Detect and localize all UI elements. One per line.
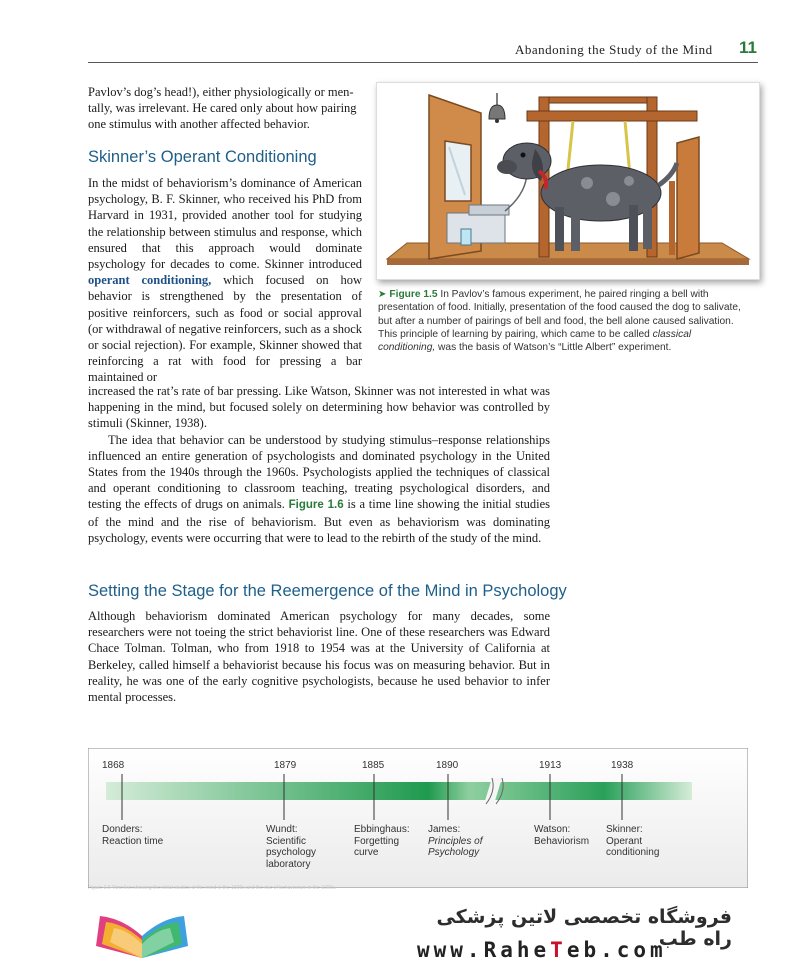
- figure-1-5-label: Figure 1.5: [389, 289, 438, 300]
- event-line: Watson:: [534, 824, 571, 835]
- body-text: Although behaviorism dominated American psychology for many decades, some researchers were not toeing the strict behaviorist line. One of these researchers was Edward Chace Tolman. Tolman, who from 1918 to 1954 was at the University of California at Berkeley, called himself a behaviorist because his focus was on measuring behavior. But in reality, he was one of the early cognitive psychologists, because he used behavior to infer mental processes.: [88, 609, 550, 705]
- intro-paragraph: [88, 84, 362, 133]
- timeline-year: 1868: [102, 760, 125, 771]
- open-book-logo-icon: [92, 906, 192, 966]
- event-line: Behaviorism: [534, 835, 590, 847]
- shop-name: فروشگاه تخصصی لاتین پزشکی راه طب: [436, 906, 732, 950]
- pavlov-dog-experiment-image: [377, 83, 759, 279]
- event-line: conditioning: [606, 847, 660, 858]
- figure-1-6-caption-cut: Figure 1.6 Time line showing the initial studies of the mind in the 1800s and the rise of behaviorism in the 1900s.: [88, 885, 337, 891]
- event-line: Operant: [606, 835, 643, 847]
- figure-1-5-caption: [378, 288, 742, 354]
- figure-1-6-link[interactable]: Figure 1.6: [288, 499, 344, 512]
- timeline-year: 1879: [274, 760, 297, 771]
- url-part: T: [550, 938, 567, 962]
- url-part: www.Rahe: [417, 938, 551, 962]
- timeline-year: 1885: [362, 760, 385, 771]
- intro-line: one stimulus with another affected behavior.: [88, 117, 310, 132]
- timeline-event-ebbinghaus: [354, 824, 410, 859]
- event-line: Principles of: [428, 835, 483, 847]
- timeline-event-donders: [102, 824, 163, 847]
- timeline-year: 1913: [539, 760, 562, 771]
- header-rule: [88, 62, 758, 63]
- body-text: is a time line showing the initial studies of the mind and the rise of behaviorism. But even as behaviorism was dominating psychology, events were occurring that were to lead to the rebirth of the study of the mind.: [88, 497, 550, 545]
- event-line: Wundt:: [266, 824, 298, 835]
- url-part: eb.com: [566, 938, 667, 962]
- key-term-operant-conditioning: operant conditioning,: [88, 273, 212, 288]
- timeline-event-watson: [534, 824, 589, 847]
- running-title: Abandoning the Study of the Mind: [515, 42, 713, 57]
- timeline-graphic: [88, 748, 748, 888]
- timeline-figure-1-6: [88, 748, 748, 888]
- intro-line: tally, was irrelevant. He cared only about how pairing: [88, 101, 357, 116]
- body-text: The idea that behavior can be understood by studying stimulus–response relationships influenced an entire generation of psychologists and dominated psychology in the United States from the 1940s through the 1960s. Psychologists applied the techniques of classical and operant conditioning to classroom teaching, treating psychological disorders, and testing the effects of drugs on animals.: [88, 432, 550, 512]
- event-line: Ebbinghaus:: [354, 824, 410, 835]
- event-line: curve: [354, 847, 379, 858]
- intro-line: Pavlov’s dog’s head!), either physiologically or men-: [88, 85, 354, 99]
- body-text: which focused on how behavior is strengthened by the presentation of positive reinforcers, such as food or social approval (or withdrawal of negative reinforcers, such as a shock or social rejection). For example, Skinner showed that reinforcing a rat with food for pressing a bar maintained or: [88, 273, 362, 385]
- event-line: laboratory: [266, 858, 311, 870]
- event-line: psychology: [266, 847, 317, 858]
- timeline-year: 1938: [611, 760, 634, 771]
- timeline-event-james: [428, 824, 482, 859]
- section-heading-reemergence: Setting the Stage for the Reemergence of the Mind in Psychology: [88, 582, 567, 600]
- event-line: Scientific: [266, 835, 307, 847]
- caption-term: classical conditioning,: [378, 328, 692, 354]
- caption-arrow-icon: ➤: [378, 289, 387, 300]
- timeline-year: 1890: [436, 760, 459, 771]
- body-text: In the midst of behaviorism’s dominance of American psychology, B. F. Skinner, who received his PhD from Harvard in 1931, provided another tool for studying the relationship between stimulus and response, which ensured that this approach would dominate psychology for decades to come. Skinner introduced: [88, 176, 362, 272]
- skinner-paragraph-wide: [88, 383, 550, 546]
- timeline-event-skinner: [606, 824, 659, 859]
- event-line: Reaction time: [102, 835, 164, 847]
- figure-1-5-illustration: [376, 82, 760, 280]
- caption-text: was the basis of Watson’s “Little Albert” experiment.: [435, 342, 672, 354]
- caption-text: In Pavlov’s famous experiment, he paired ringing a bell with presentation of food. Initially, presentation of the food caused the dog to salivate, but after a number of pairings of bell and food, the bell alone caused salivation. This principle of learning by pairing, which came to be called: [378, 289, 741, 340]
- reemergence-paragraph: [88, 608, 550, 705]
- event-line: Skinner:: [606, 824, 643, 835]
- timeline-event-wundt: [266, 824, 316, 870]
- event-line: Psychology: [428, 847, 480, 858]
- timeline-bar: [106, 782, 692, 800]
- event-line: Forgetting: [354, 835, 400, 847]
- event-line: James:: [428, 824, 461, 835]
- body-text: increased the rat’s rate of bar pressing. Like Watson, Skinner was not interested in what was happening in the mind, but focused solely on determining how behavior was controlled by stimuli (Skinner, 1938).: [88, 384, 550, 431]
- skinner-paragraph-narrow: [88, 175, 362, 386]
- event-line: Donders:: [102, 824, 143, 835]
- page-number: 11: [739, 38, 757, 57]
- shop-url: [417, 938, 667, 962]
- section-heading-skinner: Skinner’s Operant Conditioning: [88, 148, 317, 166]
